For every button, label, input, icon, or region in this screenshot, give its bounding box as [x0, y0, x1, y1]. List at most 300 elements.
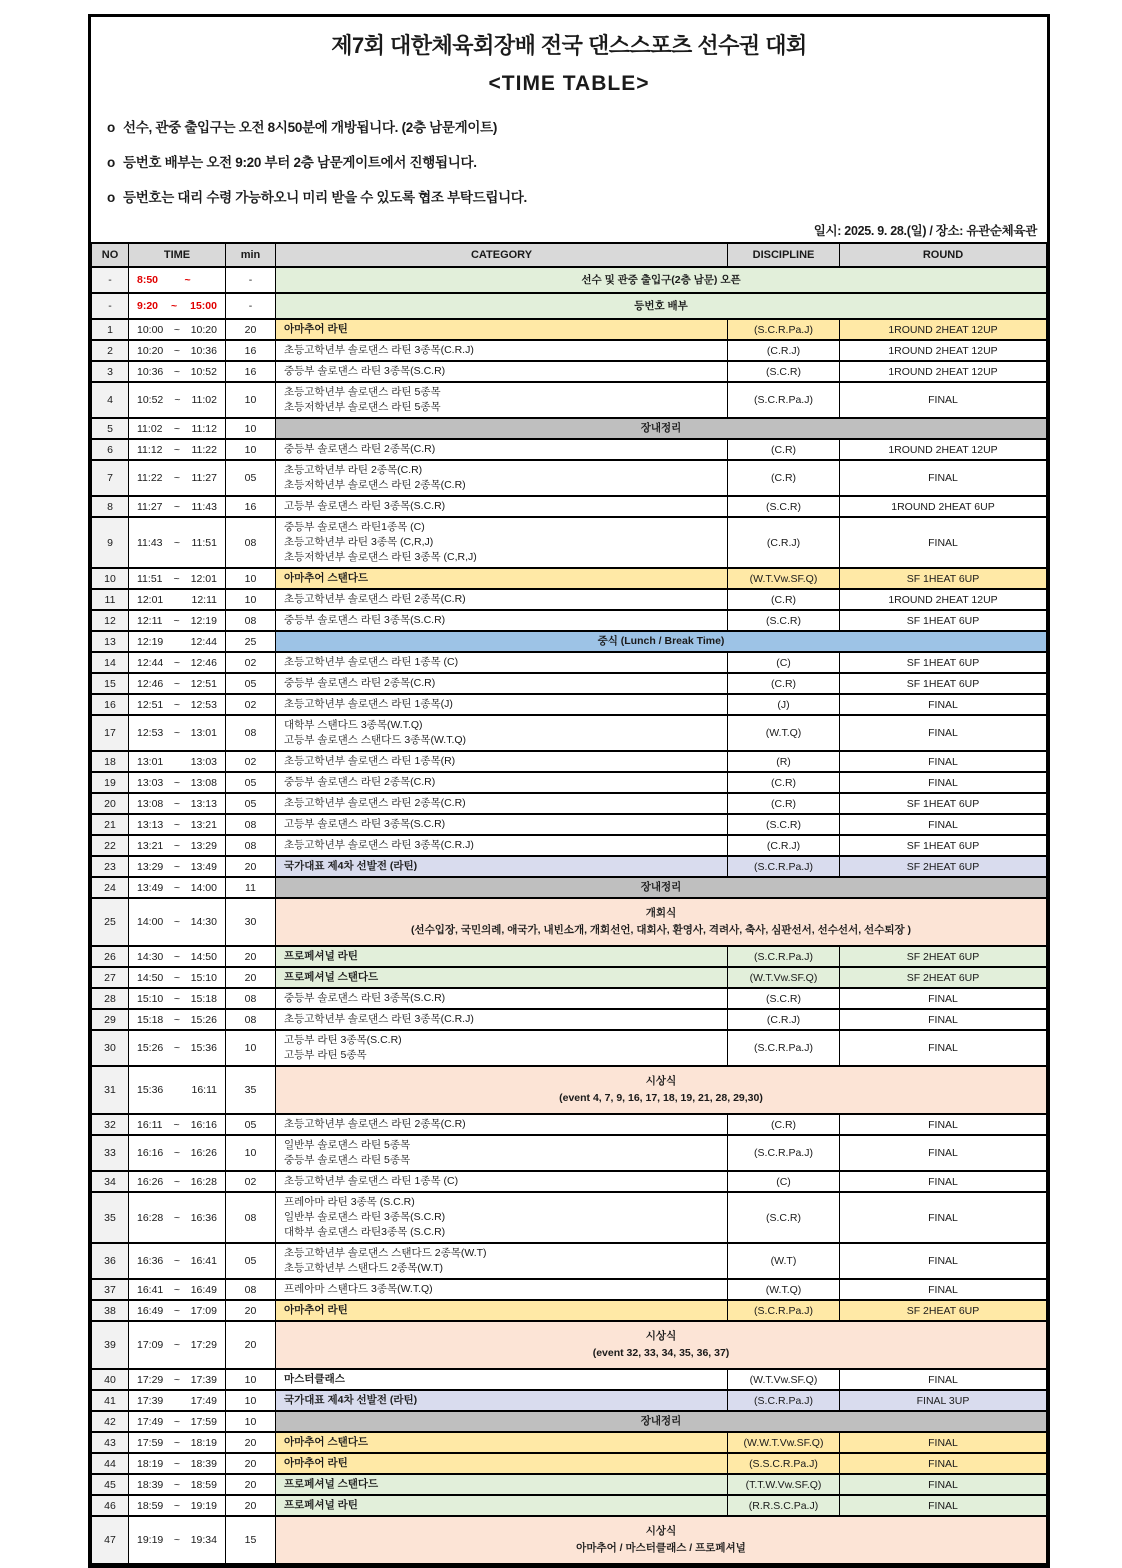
time-cell: 15:10 ~ 15:18 [129, 988, 226, 1009]
timetable [91, 242, 1047, 1565]
discipline-cell: (W.T.Q) [728, 715, 840, 751]
no-cell: 14 [92, 652, 129, 673]
category-cell: 초등고학년부 솔로댄스 라틴 2종목(C.R) [276, 589, 728, 610]
timetable-row [92, 1495, 1047, 1516]
time-cell: 11:12 ~ 11:22 [129, 439, 226, 460]
column-header-round: ROUND [840, 243, 1047, 267]
time-cell: 17:59 ~ 18:19 [129, 1432, 226, 1453]
min-cell: 25 [226, 631, 276, 652]
time-cell: 17:49 ~ 17:59 [129, 1411, 226, 1432]
time-cell: 15:36 16:11 [129, 1066, 226, 1114]
discipline-cell: (S.C.R) [728, 988, 840, 1009]
discipline-cell: (C.R.J) [728, 1009, 840, 1030]
notice-list [107, 116, 1033, 206]
discipline-cell: (R.R.S.C.Pa.J) [728, 1495, 840, 1516]
time-cell: 12:46 ~ 12:51 [129, 673, 226, 694]
min-cell: - [226, 293, 276, 319]
no-cell: 31 [92, 1066, 129, 1114]
category-cell: 초등고학년부 솔로댄스 스탠다드 2종목(W.T) 초등고학년부 스탠다드 2종목(W.T) [276, 1243, 728, 1279]
discipline-cell: (C) [728, 1171, 840, 1192]
column-header-discipline: DISCIPLINE [728, 243, 840, 267]
no-cell: 4 [92, 382, 129, 418]
column-header-time: TIME [129, 243, 226, 267]
category-cell: 중등부 솔로댄스 라틴 2종목(C.R) [276, 673, 728, 694]
category-cell: 초등고학년부 라틴 2종목(C.R) 초등저학년부 솔로댄스 라틴 2종목(C.R) [276, 460, 728, 496]
discipline-cell: (C.R) [728, 772, 840, 793]
round-cell: 1ROUND 2HEAT 12UP [840, 361, 1047, 382]
min-cell: 08 [226, 610, 276, 631]
timetable-row [92, 439, 1047, 460]
no-cell: 36 [92, 1243, 129, 1279]
min-cell: 10 [226, 1411, 276, 1432]
min-cell: 10 [226, 568, 276, 589]
round-cell: FINAL [840, 1453, 1047, 1474]
round-cell: SF 1HEAT 6UP [840, 652, 1047, 673]
timetable-row [92, 418, 1047, 439]
time-cell: 14:30 ~ 14:50 [129, 946, 226, 967]
category-cell: 아마추어 스탠다드 [276, 1432, 728, 1453]
timetable-row [92, 382, 1047, 418]
discipline-cell: (S.S.C.R.Pa.J) [728, 1453, 840, 1474]
discipline-cell: (S.C.R) [728, 1192, 840, 1243]
span-cell: 시상식 (event 4, 7, 9, 16, 17, 18, 19, 21, 28, 29,30) [276, 1066, 1047, 1114]
discipline-cell: (C.R) [728, 589, 840, 610]
no-cell: 41 [92, 1390, 129, 1411]
min-cell: 20 [226, 1432, 276, 1453]
time-cell: 11:43 ~ 11:51 [129, 517, 226, 568]
time-cell: 18:19 ~ 18:39 [129, 1453, 226, 1474]
span-cell: 선수 및 관중 출입구(2층 남문) 오픈 [276, 267, 1047, 293]
discipline-cell: (W.T.Vw.SF.Q) [728, 1369, 840, 1390]
category-cell: 초등고학년부 솔로댄스 라틴 1종목 (C) [276, 652, 728, 673]
min-cell: 16 [226, 496, 276, 517]
time-cell: 13:08 ~ 13:13 [129, 793, 226, 814]
no-cell: 1 [92, 319, 129, 340]
round-cell: FINAL [840, 814, 1047, 835]
no-cell: 34 [92, 1171, 129, 1192]
time-cell: 13:03 ~ 13:08 [129, 772, 226, 793]
timetable-row [92, 673, 1047, 694]
category-cell: 프레아마 라틴 3종목 (S.C.R) 일반부 솔로댄스 라틴 3종목(S.C.R) 대학부 솔로댄스 라틴3종목 (S.C.R) [276, 1192, 728, 1243]
bullet-marker: o [107, 155, 115, 170]
timetable-row [92, 856, 1047, 877]
min-cell: 08 [226, 517, 276, 568]
category-cell: 중등부 솔로댄스 라틴 2종목(C.R) [276, 772, 728, 793]
category-cell: 초등고학년부 솔로댄스 라틴 1종목 (C) [276, 1171, 728, 1192]
round-cell: FINAL [840, 751, 1047, 772]
discipline-cell: (C.R) [728, 793, 840, 814]
min-cell: 05 [226, 460, 276, 496]
round-cell: FINAL [840, 715, 1047, 751]
category-cell: 국가대표 제4차 선발전 (라틴) [276, 856, 728, 877]
timetable-row [92, 946, 1047, 967]
category-cell: 아마추어 라틴 [276, 319, 728, 340]
round-cell: FINAL [840, 1171, 1047, 1192]
min-cell: 08 [226, 1009, 276, 1030]
notice-text: 등번호 배부는 오전 9:20 부터 2층 남문게이트에서 진행됩니다. [123, 155, 477, 170]
no-cell: 8 [92, 496, 129, 517]
discipline-cell: (J) [728, 694, 840, 715]
round-cell: 1ROUND 2HEAT 12UP [840, 319, 1047, 340]
min-cell: 08 [226, 988, 276, 1009]
no-cell: 45 [92, 1474, 129, 1495]
time-cell: 15:26 ~ 15:36 [129, 1030, 226, 1066]
min-cell: 30 [226, 898, 276, 946]
timetable-row [92, 814, 1047, 835]
discipline-cell: (S.C.R.Pa.J) [728, 1300, 840, 1321]
time-cell: 14:50 ~ 15:10 [129, 967, 226, 988]
discipline-cell: (R) [728, 751, 840, 772]
round-cell: SF 2HEAT 6UP [840, 967, 1047, 988]
category-cell: 중등부 솔로댄스 라틴 3종목(S.C.R) [276, 361, 728, 382]
discipline-cell: (S.C.R) [728, 361, 840, 382]
timetable-row [92, 1279, 1047, 1300]
min-cell: 10 [226, 1135, 276, 1171]
round-cell: FINAL [840, 1474, 1047, 1495]
category-cell: 대학부 스탠다드 3종목(W.T.Q) 고등부 솔로댄스 스탠다드 3종목(W.T.Q) [276, 715, 728, 751]
round-cell: FINAL [840, 1432, 1047, 1453]
time-cell: 12:01 12:11 [129, 589, 226, 610]
no-cell: 17 [92, 715, 129, 751]
timetable-header-row [92, 243, 1047, 267]
timetable-row [92, 877, 1047, 898]
round-cell: FINAL [840, 460, 1047, 496]
notice-text: 등번호는 대리 수령 가능하오니 미리 받을 수 있도록 협조 부탁드립니다. [123, 190, 527, 205]
column-header-category: CATEGORY [276, 243, 728, 267]
timetable-row [92, 652, 1047, 673]
no-cell: 18 [92, 751, 129, 772]
time-cell: 17:29 ~ 17:39 [129, 1369, 226, 1390]
page-title: 제7회 대한체육회장배 전국 댄스스포츠 선수권 대회 [331, 33, 807, 58]
round-cell: 1ROUND 2HEAT 12UP [840, 589, 1047, 610]
min-cell: - [226, 267, 276, 293]
span-cell: 시상식 아마추어 / 마스터클래스 / 프로페셔널 [276, 1516, 1047, 1564]
min-cell: 08 [226, 835, 276, 856]
round-cell: FINAL [840, 382, 1047, 418]
min-cell: 35 [226, 1066, 276, 1114]
min-cell: 05 [226, 1243, 276, 1279]
page-subtitle: <TIME TABLE> [488, 72, 650, 95]
category-cell: 프레아마 스탠다드 3종목(W.T.Q) [276, 1279, 728, 1300]
time-cell: 13:49 ~ 14:00 [129, 877, 226, 898]
min-cell: 20 [226, 856, 276, 877]
no-cell: 42 [92, 1411, 129, 1432]
timetable-row [92, 1321, 1047, 1369]
time-cell: 11:27 ~ 11:43 [129, 496, 226, 517]
min-cell: 05 [226, 793, 276, 814]
discipline-cell: (W.T) [728, 1243, 840, 1279]
min-cell: 02 [226, 694, 276, 715]
min-cell: 15 [226, 1516, 276, 1564]
category-cell: 아마추어 라틴 [276, 1300, 728, 1321]
time-cell: 12:53 ~ 13:01 [129, 715, 226, 751]
category-cell: 초등고학년부 솔로댄스 라틴 5종목 초등저학년부 솔로댄스 라틴 5종목 [276, 382, 728, 418]
min-cell: 05 [226, 673, 276, 694]
no-cell: 15 [92, 673, 129, 694]
min-cell: 10 [226, 1390, 276, 1411]
span-cell: 장내정리 [276, 418, 1047, 439]
min-cell: 10 [226, 418, 276, 439]
no-cell: 21 [92, 814, 129, 835]
discipline-cell: (S.C.R.Pa.J) [728, 946, 840, 967]
timetable-row [92, 1114, 1047, 1135]
no-cell: 46 [92, 1495, 129, 1516]
timetable-row [92, 988, 1047, 1009]
bullet-marker: o [107, 120, 115, 135]
discipline-cell: (C.R) [728, 1114, 840, 1135]
discipline-cell: (S.C.R.Pa.J) [728, 856, 840, 877]
round-cell: SF 2HEAT 6UP [840, 856, 1047, 877]
notice-line [107, 186, 1033, 206]
timetable-row [92, 694, 1047, 715]
timetable-row [92, 361, 1047, 382]
page-header [91, 17, 1047, 239]
no-cell: 40 [92, 1369, 129, 1390]
time-cell: 19:19 ~ 19:34 [129, 1516, 226, 1564]
discipline-cell: (C.R.J) [728, 340, 840, 361]
timetable-row [92, 1066, 1047, 1114]
category-cell: 국가대표 제4차 선발전 (라틴) [276, 1390, 728, 1411]
category-cell: 초등고학년부 솔로댄스 라틴 2종목(C.R) [276, 1114, 728, 1135]
event-date-location: 일시: 2025. 9. 28.(일) / 장소: 유관순체육관 [813, 224, 1037, 238]
time-cell: 10:00 ~ 10:20 [129, 319, 226, 340]
min-cell: 08 [226, 1192, 276, 1243]
discipline-cell: (C.R) [728, 673, 840, 694]
time-cell: 18:59 ~ 19:19 [129, 1495, 226, 1516]
no-cell: - [92, 293, 129, 319]
min-cell: 02 [226, 751, 276, 772]
timetable-row [92, 517, 1047, 568]
min-cell: 20 [226, 1453, 276, 1474]
span-cell: 등번호 배부 [276, 293, 1047, 319]
time-cell: 9:20 ~ 15:00 [129, 293, 226, 319]
timetable-row [92, 793, 1047, 814]
discipline-cell: (C.R) [728, 460, 840, 496]
round-cell: FINAL [840, 772, 1047, 793]
no-cell: 19 [92, 772, 129, 793]
round-cell: SF 2HEAT 6UP [840, 1300, 1047, 1321]
timetable-row [92, 1390, 1047, 1411]
no-cell: 28 [92, 988, 129, 1009]
no-cell: 33 [92, 1135, 129, 1171]
timetable-row [92, 898, 1047, 946]
time-cell: 16:49 ~ 17:09 [129, 1300, 226, 1321]
bullet-marker: o [107, 190, 115, 205]
category-cell: 일반부 솔로댄스 라틴 5종목 중등부 솔로댄스 라틴 5종목 [276, 1135, 728, 1171]
timetable-row [92, 715, 1047, 751]
timetable-row [92, 772, 1047, 793]
round-cell: FINAL [840, 517, 1047, 568]
round-cell: FINAL [840, 1192, 1047, 1243]
category-cell: 중등부 솔로댄스 라틴1종목 (C) 초등고학년부 라틴 3종목 (C,R,J) 초등저학년부 솔로댄스 라틴 3종목 (C,R,J) [276, 517, 728, 568]
no-cell: 44 [92, 1453, 129, 1474]
discipline-cell: (C) [728, 652, 840, 673]
min-cell: 02 [226, 652, 276, 673]
round-cell: SF 2HEAT 6UP [840, 946, 1047, 967]
min-cell: 10 [226, 1369, 276, 1390]
no-cell: 7 [92, 460, 129, 496]
timetable-body [92, 267, 1047, 1564]
timetable-row [92, 496, 1047, 517]
time-cell: 10:36 ~ 10:52 [129, 361, 226, 382]
discipline-cell: (S.C.R.Pa.J) [728, 1135, 840, 1171]
time-cell: 13:29 ~ 13:49 [129, 856, 226, 877]
min-cell: 05 [226, 1114, 276, 1135]
time-cell: 11:22 ~ 11:27 [129, 460, 226, 496]
no-cell: 5 [92, 418, 129, 439]
round-cell: FINAL [840, 1114, 1047, 1135]
column-header-no: NO [92, 243, 129, 267]
timetable-row [92, 1135, 1047, 1171]
timetable-row [92, 568, 1047, 589]
time-cell: 17:09 ~ 17:29 [129, 1321, 226, 1369]
round-cell: FINAL [840, 1135, 1047, 1171]
time-cell: 12:19 12:44 [129, 631, 226, 652]
no-cell: 12 [92, 610, 129, 631]
time-cell: 11:51 ~ 12:01 [129, 568, 226, 589]
min-cell: 11 [226, 877, 276, 898]
time-cell: 12:44 ~ 12:46 [129, 652, 226, 673]
min-cell: 05 [226, 772, 276, 793]
no-cell: 20 [92, 793, 129, 814]
discipline-cell: (T.T.W.Vw.SF.Q) [728, 1474, 840, 1495]
timetable-row [92, 1030, 1047, 1066]
timetable-row [92, 1009, 1047, 1030]
no-cell: 9 [92, 517, 129, 568]
category-cell: 마스터클래스 [276, 1369, 728, 1390]
round-cell: FINAL 3UP [840, 1390, 1047, 1411]
no-cell: 23 [92, 856, 129, 877]
min-cell: 08 [226, 1279, 276, 1300]
round-cell: FINAL [840, 1030, 1047, 1066]
round-cell: SF 1HEAT 6UP [840, 568, 1047, 589]
round-cell: SF 1HEAT 6UP [840, 793, 1047, 814]
page [88, 14, 1050, 1568]
round-cell: 1ROUND 2HEAT 12UP [840, 439, 1047, 460]
discipline-cell: (W.W.T.Vw.SF.Q) [728, 1432, 840, 1453]
no-cell: 2 [92, 340, 129, 361]
category-cell: 고등부 솔로댄스 라틴 3종목(S.C.R) [276, 496, 728, 517]
time-cell: 13:13 ~ 13:21 [129, 814, 226, 835]
category-cell: 초등고학년부 솔로댄스 라틴 3종목(C.R.J) [276, 340, 728, 361]
no-cell: 39 [92, 1321, 129, 1369]
min-cell: 20 [226, 967, 276, 988]
no-cell: 22 [92, 835, 129, 856]
timetable-row [92, 1411, 1047, 1432]
time-cell: 16:16 ~ 16:26 [129, 1135, 226, 1171]
min-cell: 08 [226, 715, 276, 751]
time-cell: 16:36 ~ 16:41 [129, 1243, 226, 1279]
discipline-cell: (C.R.J) [728, 517, 840, 568]
round-cell: FINAL [840, 694, 1047, 715]
discipline-cell: (W.T.Vw.SF.Q) [728, 967, 840, 988]
no-cell: 6 [92, 439, 129, 460]
timetable-row [92, 631, 1047, 652]
category-cell: 초등고학년부 솔로댄스 라틴 3종목(C.R.J) [276, 1009, 728, 1030]
min-cell: 16 [226, 361, 276, 382]
category-cell: 프로페셔널 스탠다드 [276, 1474, 728, 1495]
column-header-min: min [226, 243, 276, 267]
timetable-row [92, 610, 1047, 631]
min-cell: 20 [226, 946, 276, 967]
round-cell: SF 1HEAT 6UP [840, 835, 1047, 856]
time-cell: 13:01 13:03 [129, 751, 226, 772]
category-cell: 고등부 라틴 3종목(S.C.R) 고등부 라틴 5종목 [276, 1030, 728, 1066]
timetable-row [92, 1453, 1047, 1474]
discipline-cell: (S.C.R.Pa.J) [728, 382, 840, 418]
round-cell: FINAL [840, 1009, 1047, 1030]
time-cell: 16:28 ~ 16:36 [129, 1192, 226, 1243]
round-cell: 1ROUND 2HEAT 6UP [840, 496, 1047, 517]
min-cell: 08 [226, 814, 276, 835]
category-cell: 프로페셔널 스탠다드 [276, 967, 728, 988]
category-cell: 중등부 솔로댄스 라틴 3종목(S.C.R) [276, 988, 728, 1009]
discipline-cell: (S.C.R.Pa.J) [728, 1030, 840, 1066]
no-cell: 30 [92, 1030, 129, 1066]
min-cell: 10 [226, 1030, 276, 1066]
round-cell: FINAL [840, 1243, 1047, 1279]
no-cell: 29 [92, 1009, 129, 1030]
min-cell: 10 [226, 382, 276, 418]
timetable-row [92, 835, 1047, 856]
no-cell: 43 [92, 1432, 129, 1453]
no-cell: 47 [92, 1516, 129, 1564]
min-cell: 20 [226, 319, 276, 340]
discipline-cell: (C.R) [728, 439, 840, 460]
notice-line [107, 116, 1033, 136]
discipline-cell: (S.C.R) [728, 814, 840, 835]
category-cell: 초등고학년부 솔로댄스 라틴 2종목(C.R) [276, 793, 728, 814]
time-cell: 14:00 ~ 14:30 [129, 898, 226, 946]
no-cell: 32 [92, 1114, 129, 1135]
round-cell: FINAL [840, 1369, 1047, 1390]
discipline-cell: (W.T.Q) [728, 1279, 840, 1300]
time-cell: 18:39 ~ 18:59 [129, 1474, 226, 1495]
time-cell: 13:21 ~ 13:29 [129, 835, 226, 856]
span-cell: 중식 (Lunch / Break Time) [276, 631, 1047, 652]
round-cell: 1ROUND 2HEAT 12UP [840, 340, 1047, 361]
time-cell: 15:18 ~ 15:26 [129, 1009, 226, 1030]
no-cell: 10 [92, 568, 129, 589]
no-cell: 26 [92, 946, 129, 967]
timetable-row [92, 1171, 1047, 1192]
time-cell: 8:50 ~ [129, 267, 226, 293]
span-cell: 장내정리 [276, 877, 1047, 898]
round-cell: SF 1HEAT 6UP [840, 610, 1047, 631]
timetable-row [92, 267, 1047, 293]
time-cell: 12:51 ~ 12:53 [129, 694, 226, 715]
timetable-row [92, 293, 1047, 319]
discipline-cell: (S.C.R) [728, 610, 840, 631]
round-cell: FINAL [840, 988, 1047, 1009]
no-cell: 3 [92, 361, 129, 382]
timetable-row [92, 589, 1047, 610]
notice-line [107, 151, 1033, 171]
min-cell: 10 [226, 589, 276, 610]
timetable-row [92, 1516, 1047, 1564]
timetable-row [92, 751, 1047, 772]
timetable-row [92, 1474, 1047, 1495]
timetable-row [92, 1432, 1047, 1453]
timetable-row [92, 1369, 1047, 1390]
round-cell: FINAL [840, 1495, 1047, 1516]
category-cell: 고등부 솔로댄스 라틴 3종목(S.C.R) [276, 814, 728, 835]
discipline-cell: (W.T.Vw.SF.Q) [728, 568, 840, 589]
notice-text: 선수, 관중 출입구는 오전 8시50분에 개방됩니다. (2층 남문게이트) [123, 120, 498, 135]
timetable-row [92, 460, 1047, 496]
category-cell: 중등부 솔로댄스 라틴 2종목(C.R) [276, 439, 728, 460]
time-cell: 17:39 17:49 [129, 1390, 226, 1411]
